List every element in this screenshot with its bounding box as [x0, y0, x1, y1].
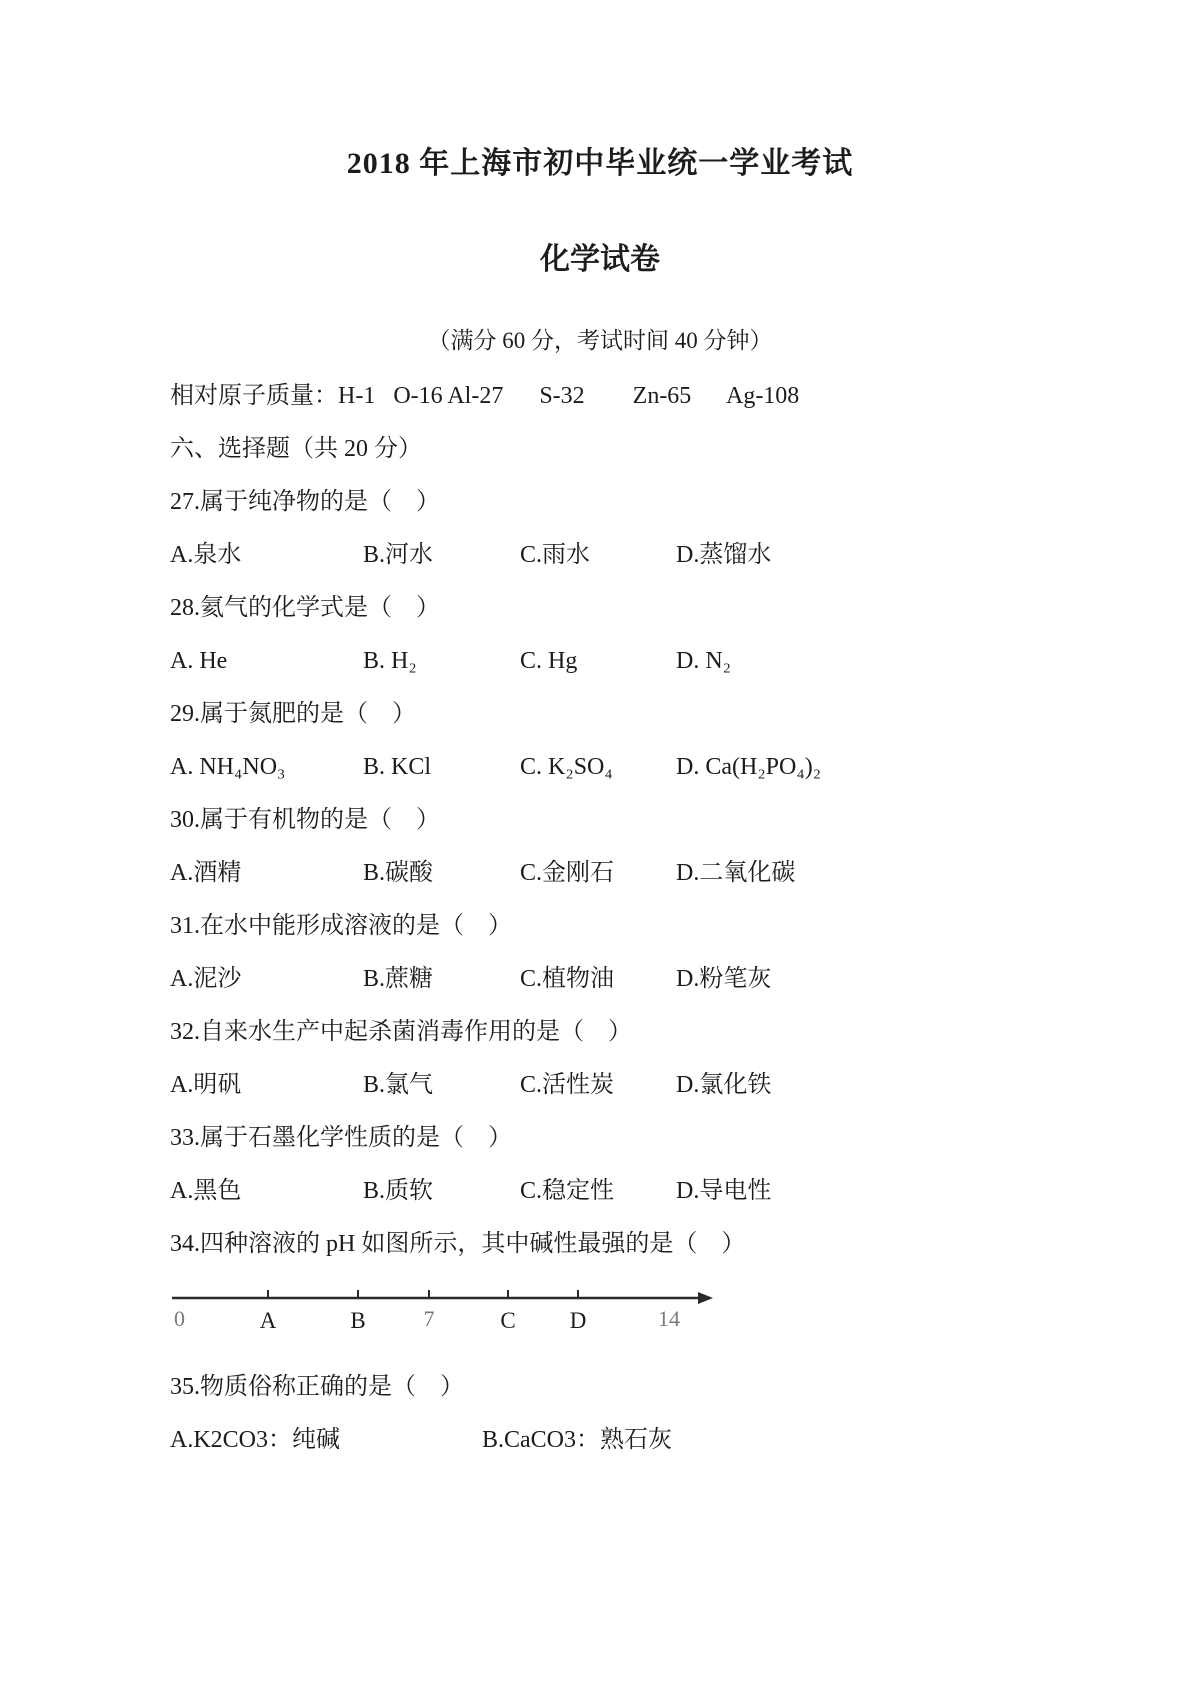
question-35-stem: 35.物质俗称正确的是（ ）: [170, 1374, 464, 1400]
question-27-options: [170, 540, 1030, 570]
question-32: [170, 1017, 1030, 1100]
question-30-option-d: D.二氧化碳: [676, 860, 796, 886]
question-31-option-a: A.泥沙: [170, 966, 242, 992]
question-29: [170, 699, 1030, 782]
question-31-stem: 31.在水中能形成溶液的是（ ）: [170, 913, 512, 939]
question-33: [170, 1123, 1030, 1206]
axis-label-7: 7: [423, 1306, 435, 1331]
question-29-option-c: C. K₂SO₄: [520, 754, 613, 780]
question-28-stem: 28.氦气的化学式是（ ）: [170, 595, 440, 621]
exam-subtitle: 化学试卷: [540, 243, 660, 276]
question-35-option-a: A.K2CO3：纯碱: [170, 1427, 341, 1453]
question-27-option-b: B.河水: [363, 542, 434, 568]
question-27: [170, 487, 1030, 570]
question-31: [170, 911, 1030, 994]
question-29-stem: 29.属于氮肥的是（ ）: [170, 701, 416, 727]
question-30-option-b: B.碳酸: [363, 860, 434, 886]
section-heading: 六、选择题（共 20 分）: [170, 436, 422, 462]
question-34: [170, 1229, 1030, 1344]
atomic-mass-line: 相对原子质量：H-1 O-16 Al-27 S-32 Zn-65 Ag-108: [170, 383, 800, 409]
question-32-options: [170, 1070, 1030, 1100]
question-28-option-b: B. H₂: [363, 648, 417, 674]
question-32-option-c: C.活性炭: [520, 1072, 615, 1098]
question-30-stem: 30.属于有机物的是（ ）: [170, 807, 440, 833]
axis-label-14: 14: [658, 1306, 680, 1331]
ph-number-line: [170, 1282, 715, 1344]
question-30-option-c: C.金刚石: [520, 860, 615, 886]
question-34-stem: 34.四种溶液的 pH 如图所示，其中碱性最强的是（ ）: [170, 1231, 746, 1257]
question-28-options: [170, 646, 1030, 676]
question-33-options: [170, 1176, 1030, 1206]
question-28-option-a: A. He: [170, 648, 228, 674]
question-32-option-b: B.氯气: [363, 1072, 434, 1098]
point-label-b: B: [350, 1308, 366, 1333]
question-29-option-a: A. NH₄NO₃: [170, 754, 286, 780]
axis-label-0: 0: [174, 1306, 185, 1331]
question-33-option-b: B.质软: [363, 1178, 434, 1204]
question-32-option-a: A.明矾: [170, 1072, 242, 1098]
question-35-option-b: B.CaCO3：熟石灰: [482, 1427, 673, 1453]
question-28: [170, 593, 1030, 676]
question-31-option-b: B.蔗糖: [363, 966, 434, 992]
question-30-options: [170, 858, 1030, 888]
question-31-options: [170, 964, 1030, 994]
axis-arrowhead-icon: [698, 1292, 713, 1304]
question-32-stem: 32.自来水生产中起杀菌消毒作用的是（ ）: [170, 1019, 632, 1045]
question-35: [170, 1372, 1030, 1455]
question-29-options: [170, 752, 1030, 782]
exam-title: 2018 年上海市初中毕业统一学业考试: [346, 147, 854, 180]
question-33-option-d: D.导电性: [676, 1178, 772, 1204]
question-29-option-b: B. KCl: [363, 754, 432, 780]
question-33-option-c: C.稳定性: [520, 1178, 615, 1204]
question-29-option-d: D. Ca(H₂PO₄)₂: [676, 754, 822, 780]
question-33-option-a: A.黑色: [170, 1178, 242, 1204]
question-28-option-d: D. N₂: [676, 648, 732, 674]
point-label-c: C: [500, 1308, 516, 1333]
point-label-a: A: [259, 1308, 277, 1333]
question-27-option-c: C.雨水: [520, 542, 591, 568]
question-27-option-d: D.蒸馏水: [676, 542, 772, 568]
question-31-option-c: C.植物油: [520, 966, 615, 992]
question-33-stem: 33.属于石墨化学性质的是（ ）: [170, 1125, 512, 1151]
question-28-option-c: C. Hg: [520, 648, 578, 674]
question-35-options: [170, 1425, 1030, 1455]
question-30: [170, 805, 1030, 888]
question-31-option-d: D.粉笔灰: [676, 966, 772, 992]
question-27-stem: 27.属于纯净物的是（ ）: [170, 489, 440, 515]
question-27-option-a: A.泉水: [170, 542, 242, 568]
exam-meta: （满分 60 分，考试时间 40 分钟）: [427, 328, 773, 353]
question-32-option-d: D.氯化铁: [676, 1072, 772, 1098]
ph-number-line-figure: [170, 1282, 1030, 1344]
question-30-option-a: A.酒精: [170, 860, 242, 886]
point-label-d: D: [569, 1308, 587, 1333]
